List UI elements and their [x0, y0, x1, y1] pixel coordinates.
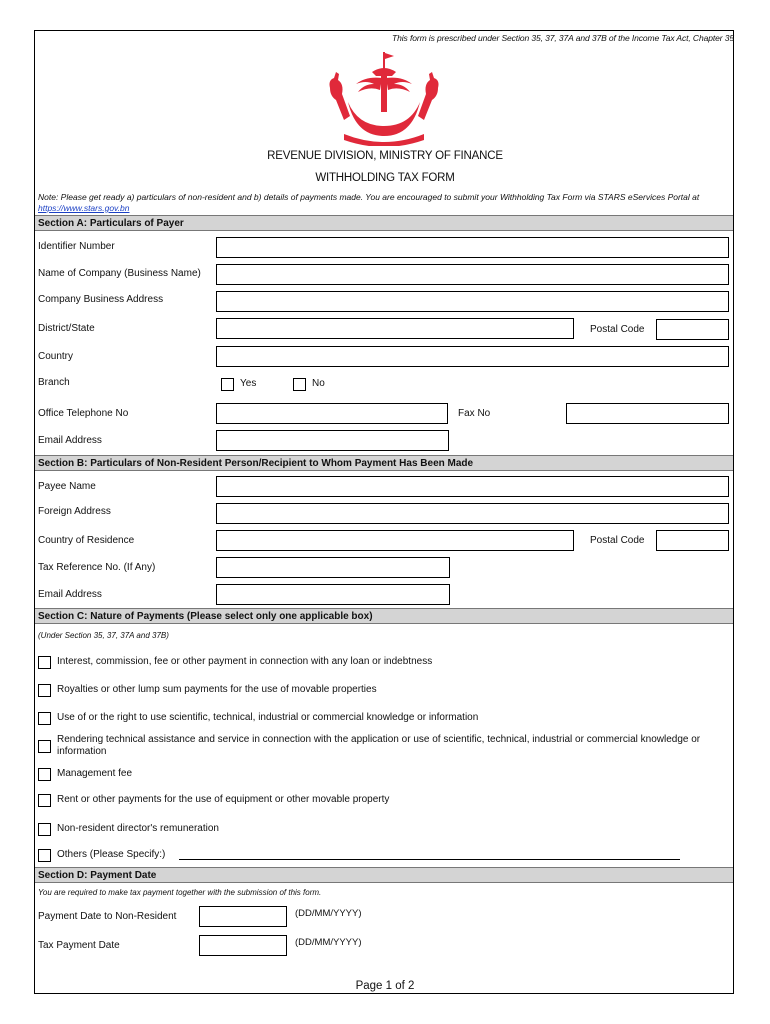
- foreign-address-label: Foreign Address: [38, 506, 111, 517]
- company-address-label: Company Business Address: [38, 294, 164, 305]
- payment-type-director-label: Non-resident director's remuneration: [57, 823, 219, 834]
- payee-email-input[interactable]: [216, 584, 450, 605]
- form-title: WITHHOLDING TAX FORM: [315, 172, 455, 184]
- tax-payment-date-label: Tax Payment Date: [38, 940, 120, 951]
- company-name-input[interactable]: [216, 264, 729, 285]
- payment-type-interest-checkbox[interactable]: [38, 656, 51, 669]
- payment-type-knowledge-label: Use of or the right to use scientific, technical, industrial or commercial knowledge or information: [57, 712, 479, 723]
- branch-label: Branch: [38, 377, 70, 388]
- telephone-input[interactable]: [216, 403, 448, 424]
- identifier-input[interactable]: [216, 237, 729, 258]
- payee-name-label: Payee Name: [38, 481, 96, 492]
- note-text: Note: Please get ready a) particulars of non-resident and b) details of payments made. You are encouraged to submit your Withholding Tax Form via STARS eServices Portal at: [38, 192, 700, 202]
- section-d-subtext: You are required to make tax payment together with the submission of this form.: [38, 888, 322, 897]
- telephone-label: Office Telephone No: [38, 408, 129, 419]
- branch-yes-checkbox[interactable]: [221, 378, 234, 391]
- payee-postal-code-input[interactable]: [656, 530, 729, 551]
- postal-code-input[interactable]: [656, 319, 729, 340]
- payment-type-rent-checkbox[interactable]: [38, 794, 51, 807]
- fax-input[interactable]: [566, 403, 729, 424]
- payment-type-royalties-checkbox[interactable]: [38, 684, 51, 697]
- payer-email-label: Email Address: [38, 435, 102, 446]
- payment-type-technical-label: Rendering technical assistance and service in connection with the application or use of scientific, technical, industrial or commercial knowledge or information: [57, 734, 701, 757]
- ministry-title: REVENUE DIVISION, MINISTRY OF FINANCE: [267, 150, 503, 162]
- others-specify-input[interactable]: [179, 859, 680, 860]
- tax-reference-label: Tax Reference No. (If Any): [38, 562, 156, 573]
- note: [38, 192, 728, 214]
- identifier-label: Identifier Number: [38, 241, 115, 252]
- payment-type-technical-checkbox[interactable]: [38, 740, 51, 753]
- tax-payment-date-format: (DD/MM/YYYY): [295, 937, 362, 948]
- foreign-address-input[interactable]: [216, 503, 729, 524]
- branch-yes-label: Yes: [240, 378, 257, 389]
- crest-emblem-icon: [326, 50, 442, 146]
- section-b-heading: Section B: Particulars of Non-Resident Person/Recipient to Whom Payment Has Been Made: [35, 455, 733, 471]
- payment-type-knowledge-checkbox[interactable]: [38, 712, 51, 725]
- tax-reference-input[interactable]: [216, 557, 450, 578]
- page-number: Page 1 of 2: [355, 980, 415, 992]
- tax-payment-date-input[interactable]: [199, 935, 287, 956]
- company-address-input[interactable]: [216, 291, 729, 312]
- payee-postal-code-label: Postal Code: [590, 535, 645, 546]
- district-label: District/State: [38, 323, 95, 334]
- postal-code-label: Postal Code: [590, 324, 645, 335]
- country-residence-label: Country of Residence: [38, 535, 135, 546]
- stars-portal-link[interactable]: https://www.stars.gov.bn: [38, 203, 130, 213]
- section-c-heading: Section C: Nature of Payments (Please select only one applicable box): [35, 608, 733, 624]
- section-c-subtext: (Under Section 35, 37, 37A and 37B): [38, 631, 169, 640]
- payment-type-management-label: Management fee: [57, 768, 133, 779]
- payment-type-others-label: Others (Please Specify:): [57, 849, 166, 860]
- payment-type-others-checkbox[interactable]: [38, 849, 51, 862]
- section-a-heading: Section A: Particulars of Payer: [35, 215, 733, 231]
- payment-type-interest-label: Interest, commission, fee or other payment in connection with any loan or indebtness: [57, 656, 433, 667]
- payee-email-label: Email Address: [38, 589, 102, 600]
- company-name-label: Name of Company (Business Name): [38, 268, 201, 279]
- payer-email-input[interactable]: [216, 430, 449, 451]
- payment-date-format: (DD/MM/YYYY): [295, 908, 362, 919]
- payment-type-rent-label: Rent or other payments for the use of equipment or other movable property: [57, 794, 390, 805]
- branch-no-checkbox[interactable]: [293, 378, 306, 391]
- country-label: Country: [38, 351, 74, 362]
- payment-type-director-checkbox[interactable]: [38, 823, 51, 836]
- prescribed-notice: This form is prescribed under Section 35, 37, 37A and 37B of the Income Tax Act, Chapter 35: [392, 33, 734, 43]
- payment-type-management-checkbox[interactable]: [38, 768, 51, 781]
- branch-no-label: No: [312, 378, 325, 389]
- section-d-heading: Section D: Payment Date: [35, 867, 733, 883]
- district-input[interactable]: [216, 318, 574, 339]
- fax-label: Fax No: [458, 408, 491, 419]
- payee-name-input[interactable]: [216, 476, 729, 497]
- payment-date-label: Payment Date to Non-Resident: [38, 911, 177, 922]
- payment-date-input[interactable]: [199, 906, 287, 927]
- country-input[interactable]: [216, 346, 729, 367]
- country-residence-input[interactable]: [216, 530, 574, 551]
- payment-type-royalties-label: Royalties or other lump sum payments for the use of movable properties: [57, 684, 377, 695]
